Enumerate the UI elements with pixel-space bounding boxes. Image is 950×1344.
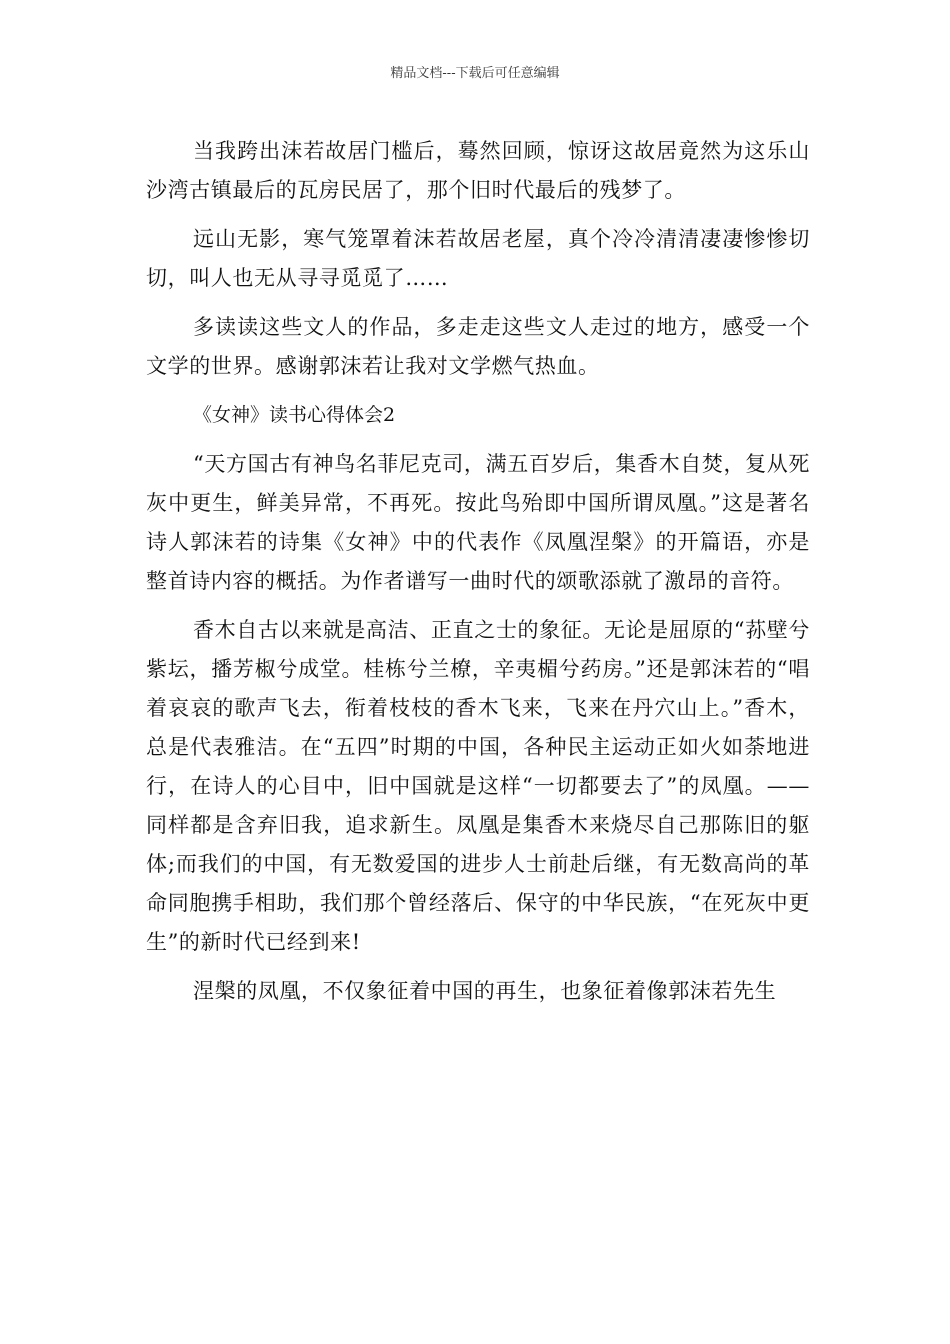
page-header: 精品文档---下载后可任意编辑: [390, 66, 560, 81]
paragraph-2: 远山无影，寒气笼罩着沫若故居老屋，真个冷冷清清凄凄惨惨切切，叫人也无从寻寻觅觅了……: [146, 227, 810, 290]
paragraph-3: 多读读这些文人的作品，多走走这些文人走过的地方，感受一个文学的世界。感谢郭沫若让我对文学燃气热血。: [146, 315, 810, 378]
paragraph-6: 涅槃的凤凰，不仅象征着中国的再生，也象征着像郭沫若先生: [193, 979, 777, 1003]
document-body: [146, 132, 810, 1011]
paragraph-4: “天方国古有神鸟名菲尼克司，满五百岁后，集香木自焚，复从死灰中更生，鲜美异常，不再死。按此鸟殆即中国所谓凤凰。”这是著名诗人郭沫若的诗集《女神》中的代表作《凤凰涅槃》的开篇语，亦是整首诗内容的概括。为作者谱写一曲时代的颂歌添就了激昂的音符。: [146, 452, 810, 593]
paragraph-5: 香木自古以来就是高洁、正直之士的象征。无论是屈原的“荪壁兮紫坛，播芳椒兮成堂。桂栋兮兰橑，辛夷楣兮药房。”还是郭沫若的“唱着哀哀的歌声飞去，衔着枝枝的香木飞来，飞来在丹穴山上。”香木，总是代表雅洁。在“五四”时期的中国，各种民主运动正如火如荼地进行，在诗人的心目中，旧中国就是这样“一切都要去了”的凤凰。——同样都是含弃旧我，追求新生。凤凰是集香木来烧尽自己那陈旧的躯体;而我们的中国，有无数爱国的进步人士前赴后继，有无数高尚的革命同胞携手相助，我们那个曾经落后、保守的中华民族，“在死灰中更生”的新时代已经到来!: [146, 618, 810, 954]
section-title: 《女神》读书心得体会2: [193, 404, 396, 426]
paragraph-1: 当我跨出沫若故居门槛后，蓦然回顾，惊讶这故居竟然为这乐山沙湾古镇最后的瓦房民居了，那个旧时代最后的残梦了。: [146, 139, 810, 202]
